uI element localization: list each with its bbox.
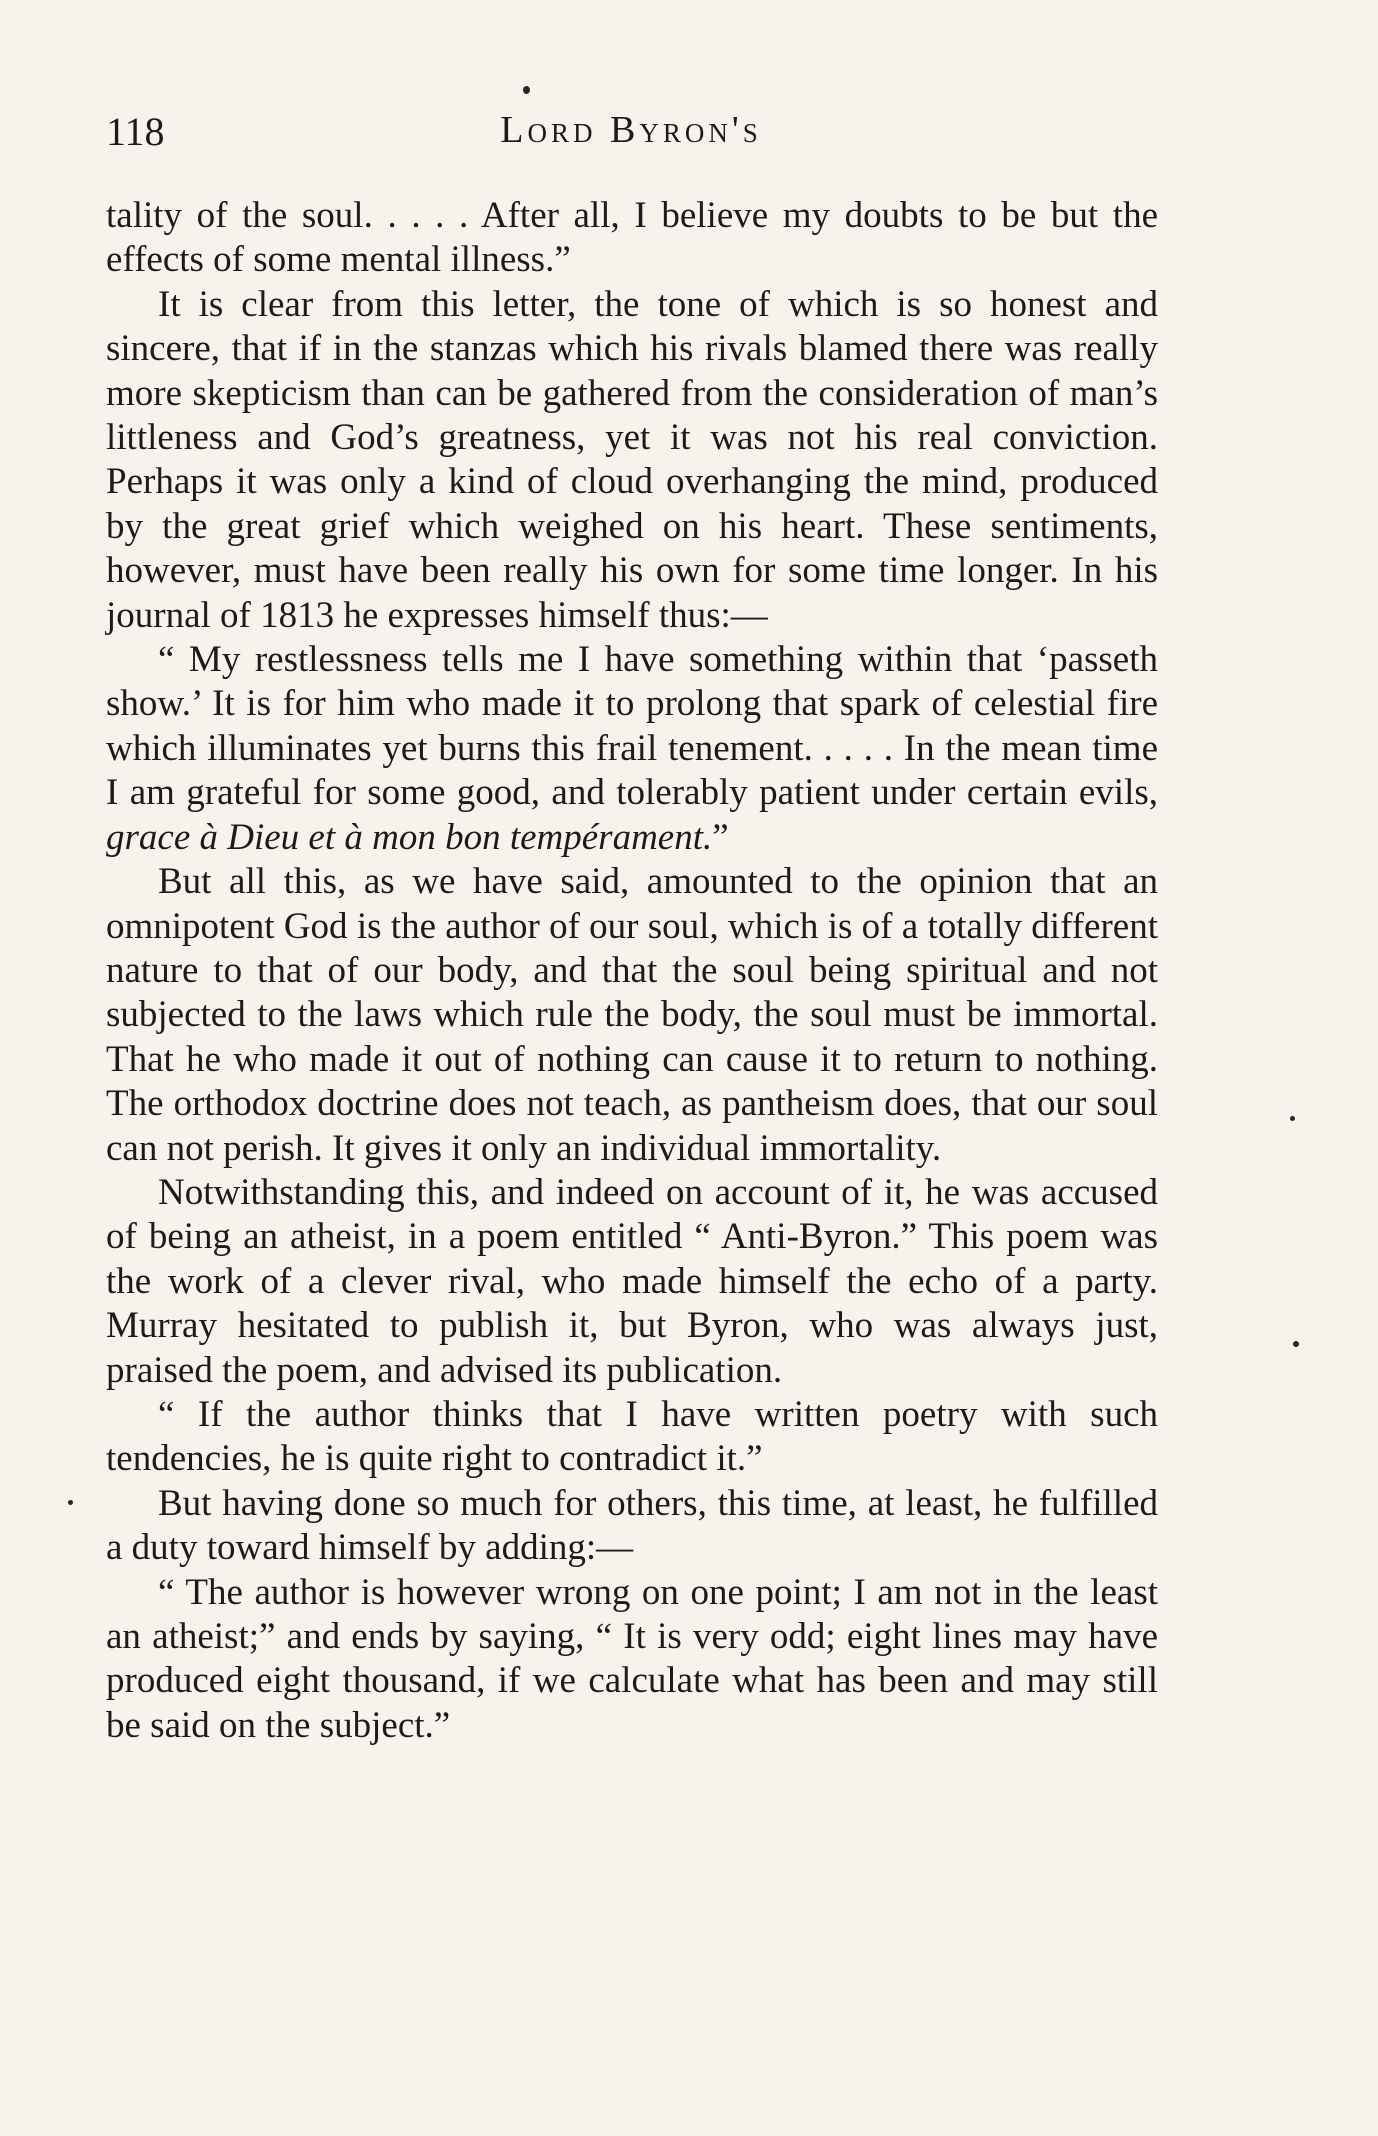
paragraph: But all this, as we have said, amounted to the opinion that an omnipotent God is the author of our soul, which is of a totally different nature to that of our body, and that the soul being spiritual and not subjected to the laws which rule the body, the soul must be immortal. That he who made it out of nothing can cause it to return to nothing. The orthodox doctrine does not teach, as pantheism does, that our soul can not perish. It gives it only an individual immortality. <box>106 861 1158 1169</box>
quote-paragraph: “ The author is however wrong on one point; I am not in the least an atheist;” and ends by saying, “ It is very odd; eight lines may have produced eight thousand, if we calculate what has been and may still be said on the subject.” <box>106 1571 1158 1746</box>
quote-paragraph <box>106 638 1158 860</box>
quote-text: “ My restlessness tells me I have something within that ‘passeth show.’ It is for him who made it to prolong that spark of celestial fire which illuminates yet burns this frail tenement. . . . . In the mean time I am grateful for some good, and tolerably patient under certain evils, <box>106 639 1158 814</box>
french-phrase: grace à Dieu et à mon bon tempérament. <box>106 816 713 858</box>
ink-speck <box>1290 1116 1295 1121</box>
ink-speck <box>523 86 530 94</box>
body-text <box>106 194 1158 1748</box>
paragraph: Notwithstanding this, and indeed on account of it, he was accused of being an atheist, in a poem entitled “ Anti-Byron.” This poem was the work of a clever rival, who made himself the echo of a party. Murray hesitated to publish it, but Byron, who was always just, praised the poem, and advised its publication. <box>106 1171 1158 1391</box>
page-header <box>106 108 1156 168</box>
ink-speck <box>1293 1341 1299 1347</box>
paragraph: tality of the soul. . . . . After all, I believe my doubts to be but the effects of some mental illness.” <box>106 195 1158 281</box>
paragraph: But having done so much for others, this time, at least, he fulfilled a duty toward himself by adding:— <box>106 1482 1158 1569</box>
page-number: 118 <box>106 109 165 154</box>
paragraph: It is clear from this letter, the tone of which is so honest and sincere, that if in the stanzas which his rivals blamed there was really more skepticism than can be gathered from the consideration of man’s littleness and God’s greatness, yet it was not his real conviction. Perhaps it was only a kind of cloud overhanging the mind, produced by the great grief which weighed on his heart. These sentiments, however, must have been really his own for some time longer. In his journal of 1813 he expresses himself thus:— <box>106 283 1158 636</box>
quote-paragraph: “ If the author thinks that I have written poetry with such tendencies, he is quite right to contradict it.” <box>106 1393 1158 1480</box>
quote-close: ” <box>712 816 729 858</box>
ink-speck <box>68 1500 73 1505</box>
running-title: Lord Byron's <box>500 109 762 151</box>
